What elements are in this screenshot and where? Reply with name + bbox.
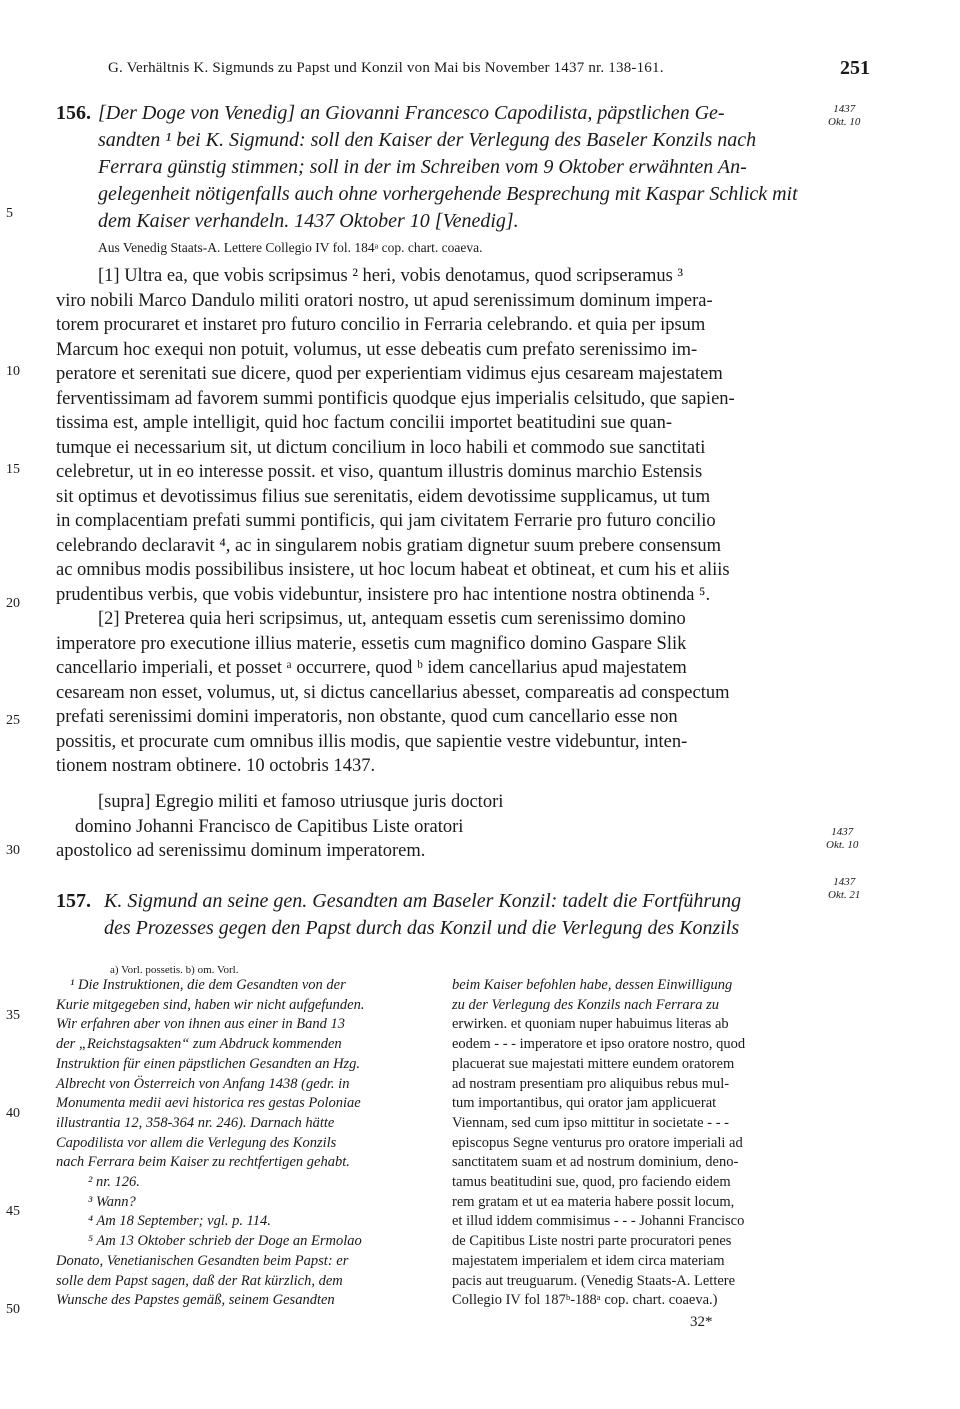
line-number: 5: [6, 206, 13, 221]
footnote-line: nach Ferrara beim Kaiser zu rechtfertigen gehabt.: [56, 1154, 350, 1171]
regest-line-5: dem Kaiser verhandeln. 1437 Oktober 10 [Venedig].: [98, 210, 519, 232]
text-line: possitis, et procurate cum omnibus illis modis, que sapientie vestre videbuntur, inten-: [56, 731, 688, 752]
footnote-line: Albrecht von Österreich von Anfang 1438 (gedr. in: [56, 1075, 350, 1092]
doc156-side-date: 1437 Okt. 10: [828, 103, 861, 128]
footnote-line: Donato, Venetianischen Gesandten beim Papst: er: [56, 1252, 349, 1269]
footnote-line: Monumenta medii aevi historica res gestas Poloniae: [56, 1095, 361, 1112]
footnote-line: tum importantibus, qui orator jam applicuerat: [452, 1095, 717, 1112]
running-title: G. Verhältnis K. Sigmunds zu Papst und Konzil von Mai bis November 1437 nr. 138-161.: [108, 60, 664, 76]
footnote-line: Viennam, sed cum ipso mittitur in societate - - -: [452, 1114, 729, 1131]
regest-line-2: des Prozesses gegen den Papst durch das Konzil und die Verlegung des Konzils: [104, 917, 740, 939]
footnote-line: beim Kaiser befohlen habe, dessen Einwilligung: [452, 977, 733, 993]
text-line: [1] Ultra ea, que vobis scripsimus ² heri, vobis denotamus, quod scripseramus ³: [98, 266, 683, 286]
footnote-line: episcopus Segne venturus pro oratore imperiali ad: [452, 1134, 743, 1151]
footnote-line: ³ Wann?: [88, 1193, 136, 1210]
line-number: 40: [6, 1106, 20, 1121]
text-line: viro nobili Marco Dandulo militi oratori nostro, ut apud serenissimum dominum impera-: [56, 290, 713, 311]
text-line: sit optimus et devotissimus filius sue serenitatis, eidem devotissime supplicamus, ut tum: [56, 486, 711, 507]
footnote-line: illustrantia 12, 358-364 nr. 246). Darnach hätte: [56, 1114, 335, 1131]
address-line: apostolico ad serenissimu dominum imperatorem.: [56, 841, 426, 861]
regest-line-4: gelegenheit nötigenfalls auch ohne vorhergehende Besprechung mit Kaspar Schlick mit: [98, 183, 798, 205]
signature-mark: 32*: [690, 1314, 713, 1330]
footnote-line: Kurie mitgegeben sind, haben wir nicht aufgefunden.: [56, 996, 365, 1013]
line-number: 10: [6, 364, 20, 379]
regest-line-1: [Der Doge von Venedig] an Giovanni Francesco Capodilista, päpstlichen Ge-: [98, 102, 725, 124]
footnote-line: Wunsche des Papstes gemäß, seinem Gesandten: [56, 1292, 335, 1309]
text-line: Marcum hoc exequi non potuit, volumus, ut esse debeatis cum prefato serenissimo im-: [56, 339, 698, 360]
footnote-line: Capodilista vor allem die Verlegung des Konzils: [56, 1134, 337, 1151]
text-line: peratore et serenitati sue dicere, quod per experientiam vidimus ejus cesaream majestatem: [56, 364, 723, 384]
doc157-side-date: 1437 Okt. 21: [828, 876, 861, 901]
footnote-line: sanctitatem suam et ad nostrum dominium, deno-: [452, 1154, 739, 1171]
footnote-line: ⁵ Am 13 Oktober schrieb der Doge an Ermolao: [88, 1233, 362, 1250]
textual-notes: a) Vorl. possetis. b) om. Vorl.: [110, 964, 239, 976]
footnote-line: zu der Verlegung des Konzils nach Ferrara zu: [452, 996, 720, 1013]
regest-line-3: Ferrara günstig stimmen; soll in der im Schreiben vom 9 Oktober erwähnten An-: [98, 156, 747, 178]
doc157-regest: [56, 888, 826, 948]
line-number: 35: [6, 1008, 20, 1023]
footnote-line: Collegio IV fol 187ᵇ-188ᵃ cop. chart. coaeva.): [452, 1292, 718, 1309]
footnote-line: solle dem Papst sagen, daß der Rat kürzlich, dem: [56, 1272, 343, 1289]
text-line: prefati serenissimi domini imperatoris, non obstante, quod cum cancellario esse non: [56, 707, 678, 727]
text-line: cesaream non esset, volumus, ut, si dictus cancellarius abesset, compareatis ad conspectum: [56, 682, 730, 703]
text-line: celebrando declaravit ⁴, ac in singularem nobis gratiam dignetur suum prebere consensum: [56, 535, 722, 556]
footnotes: [0, 976, 960, 1356]
footnote-line: ² nr. 126.: [88, 1174, 140, 1190]
regest-line-2: sandten ¹ bei K. Sigmund: soll den Kaiser der Verlegung des Baseler Konzils nach: [98, 129, 757, 151]
text-line: prudentibus verbis, que vobis videbuntur, insistere pro hac intentione nostra obtinenda ⁵.: [56, 584, 711, 605]
footnote-line: majestatem imperialem et idem circa materiam: [452, 1252, 725, 1269]
text-line: in complacentiam prefati summi pontificis, qui jam civitatem Ferrarie pro futuro concilio: [56, 511, 716, 531]
text-line: torem procuraret et instaret pro futuro concilio in Ferraria celebrando. et quia per ipsum: [56, 315, 706, 335]
text-line: tionem nostram obtinere. 10 octobris 1437.: [56, 756, 376, 776]
address-line: [supra] Egregio militi et famoso utriusque juris doctori: [98, 792, 504, 812]
source-note: Aus Venedig Staats-A. Lettere Collegio IV fol. 184ᵃ cop. chart. coaeva.: [98, 240, 483, 255]
address-line: domino Johanni Francisco de Capitibus Liste oratori: [75, 816, 464, 837]
footnote-line: ⁴ Am 18 September; vgl. p. 114.: [88, 1213, 271, 1230]
doc156-number: 156.: [56, 102, 91, 124]
footnote-line: eodem - - - imperatore et ipso oratore nostro, quod: [452, 1036, 746, 1053]
doc156-text: [0, 264, 960, 864]
line-number: 25: [6, 713, 20, 728]
regest-line-1: K. Sigmund an seine gen. Gesandten am Baseler Konzil: tadelt die Fortführung: [104, 890, 742, 912]
doc157-number: 157.: [56, 890, 91, 912]
text-line: [2] Preterea quia heri scripsimus, ut, antequam essetis cum serenissimo domino: [98, 609, 686, 629]
footnote-line: et illud iddem commisimus - - - Johanni Francisco: [452, 1213, 745, 1230]
footnote-line: placuerat sue majestati mittere eundem oratorem: [452, 1055, 735, 1072]
page-number: 251: [840, 57, 870, 79]
footnote-line: de Capitibus Liste nostri parte procuratori penes: [452, 1233, 732, 1250]
line-number: 30: [6, 843, 20, 858]
footnote-line: tamus beatitudini sue, quod, pro faciendo eidem: [452, 1174, 731, 1190]
text-line: tissima est, ample intelligit, quid hoc factum concilii importet beatitudini sue quan-: [56, 413, 673, 433]
text-line: celebretur, ut in eo interesse possit. et viso, quantum illustris dominus marchio Estensis: [56, 462, 703, 482]
text-line: ac omnibus modis possibilibus insistere, ut hoc locum habeat et obtineat, et cum his et aliis: [56, 560, 730, 580]
text-line: imperatore pro executione illius materie, essetis cum magnifico domino Gaspare Slik: [56, 633, 687, 654]
footnote-line: erwirken. et quoniam nuper habuimus literas ab: [452, 1016, 729, 1033]
footnote-line: ad nostram presentiam pro aliquibus rebus mul-: [452, 1075, 730, 1092]
line-number: 50: [6, 1302, 20, 1317]
line-number: 15: [6, 462, 20, 477]
footnote-line: rem gratam et ut ea materia habere possit locum,: [452, 1193, 735, 1210]
footnote-line: Instruktion für einen päpstlichen Gesandten an Hzg.: [56, 1055, 361, 1072]
text-line: ferventissimam ad favorem summi pontificis quodque ejus imperialis celsitudo, que sapien-: [56, 388, 735, 409]
line-number: 45: [6, 1204, 20, 1219]
footnote-line: Wir erfahren aber von ihnen aus einer in Band 13: [56, 1016, 346, 1033]
address-side-date: 1437 Okt. 10: [826, 826, 859, 851]
footnote-line: pacis aut treuguarum. (Venedig Staats-A. Lettere: [452, 1272, 736, 1289]
line-number: 20: [6, 596, 20, 611]
footnote-line: der „Reichstagsakten“ zum Abdruck kommenden: [56, 1036, 342, 1053]
text-line: tumque ei necessarium sit, ut dictum concilium in loco habili et commodo sue sanctitati: [56, 437, 706, 458]
footnote-line: ¹ Die Instruktionen, die dem Gesandten von der: [70, 977, 346, 993]
text-line: cancellario imperiali, et posset ᵃ occurrere, quod ᵇ idem cancellarius apud majestatem: [56, 658, 687, 678]
